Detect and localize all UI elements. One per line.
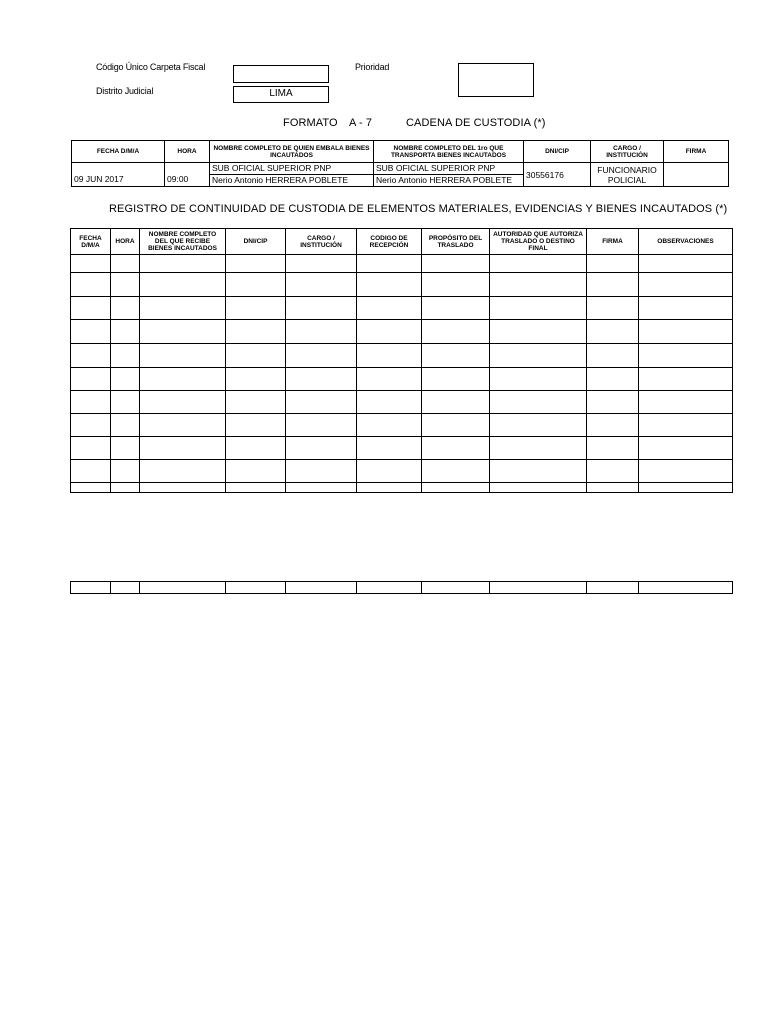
distrito-label: Distrito Judicial — [96, 86, 154, 96]
custody-header-row — [72, 141, 729, 163]
registro-cell[interactable] — [226, 320, 286, 344]
registro-row — [71, 391, 733, 414]
registro-cell[interactable] — [140, 391, 226, 414]
cargo-line1: FUNCIONARIO — [597, 164, 657, 175]
registro-cell[interactable] — [286, 437, 357, 460]
registro-cell[interactable] — [71, 297, 111, 320]
registro-row — [71, 255, 733, 273]
registro-cell[interactable] — [140, 273, 226, 297]
strip-cell[interactable] — [490, 582, 587, 594]
registro-cell[interactable] — [639, 437, 733, 460]
registro-cell[interactable] — [639, 483, 733, 493]
registro-cell[interactable] — [140, 320, 226, 344]
registro-cell[interactable] — [490, 483, 587, 493]
registro-cell[interactable] — [140, 460, 226, 483]
registro-cell[interactable] — [639, 368, 733, 391]
registro-cell[interactable] — [286, 255, 357, 273]
registro-cell[interactable] — [422, 437, 490, 460]
registro-row — [71, 273, 733, 297]
registro-cell[interactable] — [226, 460, 286, 483]
registro-cell[interactable] — [357, 391, 422, 414]
registro-cell[interactable] — [357, 460, 422, 483]
transporta-line1: SUB OFICIAL SUPERIOR PNP — [374, 163, 523, 175]
registro-cell[interactable] — [226, 255, 286, 273]
registro-cell[interactable] — [422, 391, 490, 414]
registro-cell[interactable] — [587, 391, 639, 414]
custody-data-row — [72, 163, 729, 187]
reg-header-hora: HORA — [111, 229, 140, 255]
reg-header-autoridad: AUTORIDAD QUE AUTORIZA TRASLADO O DESTINO FINAL — [490, 229, 587, 255]
registro-cell[interactable] — [140, 368, 226, 391]
registro-cell[interactable] — [357, 273, 422, 297]
registro-row — [71, 460, 733, 483]
registro-cell[interactable] — [71, 320, 111, 344]
custody-table — [71, 140, 729, 187]
registro-cell[interactable] — [140, 255, 226, 273]
registro-cell[interactable] — [111, 255, 140, 273]
reg-header-cargo: CARGO / INSTITUCIÓN — [286, 229, 357, 255]
registro-cell[interactable] — [226, 368, 286, 391]
registro-cell[interactable] — [490, 273, 587, 297]
cell-hora: 09:00 — [165, 163, 210, 187]
registro-cell[interactable] — [587, 483, 639, 493]
registro-cell[interactable] — [490, 297, 587, 320]
registro-cell[interactable] — [639, 297, 733, 320]
codigo-field[interactable] — [233, 65, 329, 83]
cell-cargo — [591, 163, 664, 187]
registro-cell[interactable] — [422, 255, 490, 273]
header-embala: NOMBRE COMPLETO DE QUIEN EMBALA BIENES INCAUTADOS — [210, 141, 374, 163]
registro-cell[interactable] — [226, 483, 286, 493]
registro-cell[interactable] — [111, 273, 140, 297]
registro-cell[interactable] — [111, 320, 140, 344]
registro-cell[interactable] — [286, 391, 357, 414]
registro-cell[interactable] — [490, 437, 587, 460]
registro-cell[interactable] — [140, 437, 226, 460]
registro-row — [71, 437, 733, 460]
header-transporta: NOMBRE COMPLETO DEL 1ro QUE TRANSPORTA BIENES INCAUTADOS — [374, 141, 524, 163]
format-code: A - 7 — [349, 117, 373, 129]
cell-fecha: 09 JUN 2017 — [72, 163, 165, 187]
registro-cell[interactable] — [111, 344, 140, 368]
registro-cell[interactable] — [490, 255, 587, 273]
registro-cell[interactable] — [71, 344, 111, 368]
cell-dni: 30556176 — [524, 163, 591, 187]
registro-cell[interactable] — [587, 320, 639, 344]
embala-line2: Nerio Antonio HERRERA POBLETE — [212, 175, 349, 185]
registro-cell[interactable] — [639, 460, 733, 483]
registro-row — [71, 483, 733, 493]
registro-cell[interactable] — [140, 344, 226, 368]
registro-cell[interactable] — [587, 414, 639, 437]
registro-cell[interactable] — [286, 320, 357, 344]
registro-cell[interactable] — [490, 344, 587, 368]
header-firma: FIRMA — [664, 141, 729, 163]
reg-header-recibe: NOMBRE COMPLETO DEL QUE RECIBE BIENES INCAUTADOS — [140, 229, 226, 255]
registro-row — [71, 297, 733, 320]
registro-cell[interactable] — [357, 368, 422, 391]
registro-cell[interactable] — [71, 483, 111, 493]
registro-cell[interactable] — [71, 391, 111, 414]
registro-cell[interactable] — [422, 483, 490, 493]
registro-header-row — [71, 229, 733, 255]
registro-cell[interactable] — [490, 460, 587, 483]
registro-cell[interactable] — [140, 297, 226, 320]
registro-cell[interactable] — [226, 297, 286, 320]
bottom-strip-row — [71, 582, 733, 594]
registro-cell[interactable] — [490, 391, 587, 414]
registro-cell[interactable] — [226, 273, 286, 297]
strip-cell[interactable] — [422, 582, 490, 594]
reg-header-firma: FIRMA — [587, 229, 639, 255]
registro-cell[interactable] — [286, 273, 357, 297]
format-label: FORMATO — [283, 117, 338, 129]
registro-cell[interactable] — [226, 344, 286, 368]
registro-cell[interactable] — [422, 414, 490, 437]
registro-cell[interactable] — [587, 273, 639, 297]
registro-cell[interactable] — [422, 460, 490, 483]
registro-cell[interactable] — [71, 437, 111, 460]
prioridad-field[interactable] — [458, 63, 534, 97]
registro-cell[interactable] — [357, 483, 422, 493]
registro-body — [71, 255, 733, 493]
registro-row — [71, 368, 733, 391]
registro-cell[interactable] — [357, 344, 422, 368]
header-dni: DNI/CIP — [524, 141, 591, 163]
registro-cell[interactable] — [587, 460, 639, 483]
registro-cell[interactable] — [422, 297, 490, 320]
registro-cell[interactable] — [111, 414, 140, 437]
registro-cell[interactable] — [639, 255, 733, 273]
registro-cell[interactable] — [587, 437, 639, 460]
registro-cell[interactable] — [71, 273, 111, 297]
registro-cell[interactable] — [639, 344, 733, 368]
registro-cell[interactable] — [357, 414, 422, 437]
registro-cell[interactable] — [357, 297, 422, 320]
bottom-strip-table — [70, 581, 733, 594]
registro-cell[interactable] — [71, 460, 111, 483]
registro-cell[interactable] — [357, 437, 422, 460]
registro-cell[interactable] — [111, 368, 140, 391]
registro-cell[interactable] — [71, 255, 111, 273]
cell-transporta — [374, 163, 524, 187]
registro-cell[interactable] — [71, 368, 111, 391]
registro-cell[interactable] — [639, 414, 733, 437]
registro-cell[interactable] — [286, 368, 357, 391]
header-fecha: FECHA D/M/A — [72, 141, 165, 163]
format-name: CADENA DE CUSTODIA (*) — [406, 117, 546, 129]
registro-cell[interactable] — [286, 344, 357, 368]
registro-cell[interactable] — [587, 255, 639, 273]
registro-cell[interactable] — [587, 368, 639, 391]
registro-table — [70, 228, 733, 493]
registro-cell[interactable] — [490, 320, 587, 344]
registro-cell[interactable] — [587, 297, 639, 320]
registro-row — [71, 344, 733, 368]
registro-cell[interactable] — [286, 460, 357, 483]
strip-cell[interactable] — [357, 582, 422, 594]
registro-cell[interactable] — [357, 255, 422, 273]
header-hora: HORA — [165, 141, 210, 163]
registro-cell[interactable] — [111, 437, 140, 460]
registro-cell[interactable] — [226, 414, 286, 437]
strip-cell[interactable] — [587, 582, 639, 594]
registro-cell[interactable] — [422, 273, 490, 297]
reg-header-fecha: FECHA D/M/A — [71, 229, 111, 255]
embala-line1: SUB OFICIAL SUPERIOR PNP — [210, 163, 373, 175]
strip-cell[interactable] — [286, 582, 357, 594]
codigo-label: Código Único Carpeta Fiscal — [96, 62, 206, 72]
reg-header-dni: DNI/CIP — [226, 229, 286, 255]
reg-header-observaciones: OBSERVACIONES — [639, 229, 733, 255]
registro-cell[interactable] — [639, 273, 733, 297]
strip-cell[interactable] — [71, 582, 111, 594]
registro-cell[interactable] — [639, 320, 733, 344]
registro-cell[interactable] — [140, 483, 226, 493]
registro-cell[interactable] — [140, 414, 226, 437]
header-cargo: CARGO / INSTITUCIÓN — [591, 141, 664, 163]
strip-cell[interactable] — [226, 582, 286, 594]
registro-row — [71, 414, 733, 437]
cargo-line2: POLICIAL — [607, 174, 647, 185]
registro-cell[interactable] — [587, 344, 639, 368]
registro-cell[interactable] — [111, 460, 140, 483]
registro-cell[interactable] — [286, 297, 357, 320]
registro-row — [71, 320, 733, 344]
registro-cell[interactable] — [111, 297, 140, 320]
registro-cell[interactable] — [286, 414, 357, 437]
registro-cell[interactable] — [226, 391, 286, 414]
cell-embala — [210, 163, 374, 187]
registro-cell[interactable] — [422, 320, 490, 344]
prioridad-label: Prioridad — [355, 62, 390, 72]
registro-cell[interactable] — [490, 414, 587, 437]
registro-cell[interactable] — [111, 391, 140, 414]
registro-cell[interactable] — [111, 483, 140, 493]
transporta-line2: Nerio Antonio HERRERA POBLETE — [376, 175, 513, 185]
reg-header-codigo: CODIGO DE RECEPCIÓN — [357, 229, 422, 255]
registro-cell[interactable] — [639, 391, 733, 414]
registro-title: REGISTRO DE CONTINUIDAD DE CUSTODIA DE ELEMENTOS MATERIALES, EVIDENCIAS Y BIENES INCAUTADOS (*) — [109, 203, 728, 215]
distrito-field[interactable]: LIMA — [233, 86, 329, 103]
reg-header-proposito: PROPÓSITO DEL TRASLADO — [422, 229, 490, 255]
registro-cell[interactable] — [490, 368, 587, 391]
registro-cell[interactable] — [357, 320, 422, 344]
strip-cell[interactable] — [111, 582, 140, 594]
strip-cell[interactable] — [639, 582, 733, 594]
registro-cell[interactable] — [422, 344, 490, 368]
cell-firma — [664, 163, 729, 187]
registro-cell[interactable] — [286, 483, 357, 493]
registro-cell[interactable] — [71, 414, 111, 437]
registro-cell[interactable] — [226, 437, 286, 460]
strip-cell[interactable] — [140, 582, 226, 594]
registro-cell[interactable] — [422, 368, 490, 391]
